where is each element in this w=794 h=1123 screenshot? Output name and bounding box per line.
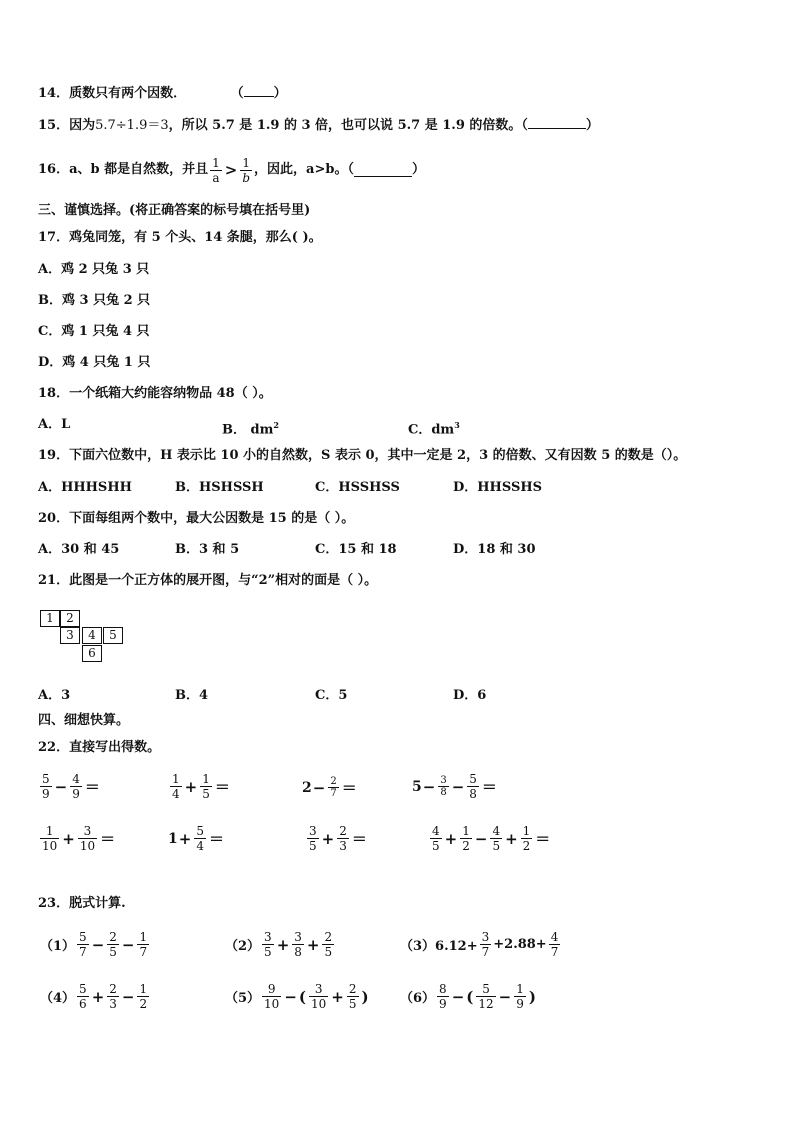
q14-answer-blank[interactable]	[244, 84, 274, 97]
frac-num: 1	[516, 982, 524, 996]
fraction	[77, 982, 89, 1011]
fraction	[437, 982, 449, 1011]
frac-den: 5	[109, 945, 117, 959]
frac-den: 8	[294, 945, 302, 959]
minus-sign: −	[422, 777, 436, 796]
frac-den: 5	[202, 787, 210, 801]
q23-expr-2	[225, 930, 336, 959]
q15-pre: 因为	[69, 118, 96, 133]
question-16	[38, 150, 425, 190]
minus-sign: −	[121, 987, 135, 1006]
frac-num: 9	[267, 982, 276, 996]
frac-den: 10	[42, 839, 58, 853]
q15-expression: 5.7÷1.9＝3	[95, 118, 169, 133]
integer: 2	[302, 779, 312, 796]
frac-num: 1	[212, 155, 220, 170]
fraction	[262, 930, 274, 959]
equals-sign: ＝	[535, 830, 551, 848]
fraction	[328, 776, 338, 799]
fraction	[430, 824, 442, 853]
q16-pre: a、b 都是自然数，并且	[69, 162, 209, 177]
q21-option-a[interactable]: A．3	[38, 688, 71, 703]
frac-num: 4	[550, 930, 559, 944]
frac-den: 2	[522, 839, 531, 853]
q23-label-5: （5）	[225, 991, 261, 1006]
frac-den: 9	[439, 997, 447, 1011]
q22-expr-1	[38, 772, 101, 801]
frac-num: 1	[462, 824, 470, 838]
minus-sign: −	[312, 778, 326, 797]
fraction	[107, 930, 119, 959]
question-19: 19．下面六位数中，H 表示比 10 小的自然数，S 表示 0，其中一定是 2，3 的倍数、又有因数 5 的数是（）。	[38, 448, 687, 463]
question-21: 21．此图是一个正方体的展开图，与“2”相对的面是（ ）。	[38, 573, 378, 588]
equals-sign: ＝	[351, 830, 367, 848]
fraction	[200, 772, 212, 801]
fraction	[521, 824, 533, 853]
fraction	[40, 772, 52, 801]
minus-sign: −	[451, 987, 465, 1006]
equals-sign: ＝	[84, 778, 100, 796]
q23-expr-4	[40, 982, 151, 1011]
frac-num: 3	[314, 982, 323, 996]
frac-num: 3	[481, 930, 490, 944]
plus-sign: +	[62, 829, 75, 848]
fraction	[137, 930, 149, 959]
frac-den: 7	[330, 788, 337, 799]
right-paren: )	[361, 987, 369, 1006]
fraction	[40, 824, 59, 853]
q17-option-c[interactable]: C．鸡 1 只兔 4 只	[38, 324, 150, 339]
frac-den: 7	[79, 945, 87, 959]
question-20: 20．下面每组两个数中，最大公因数是 15 的是（ ）。	[38, 511, 355, 526]
q17-option-b[interactable]: B．鸡 3 只兔 2 只	[38, 293, 151, 308]
equals-sign: ＝	[100, 830, 116, 848]
fraction	[262, 982, 281, 1011]
q22-expr-7	[305, 824, 368, 853]
question-17: 17．鸡兔同笼，有 5 个头、14 条腿，那么( )。	[38, 230, 322, 245]
fraction	[307, 824, 319, 853]
question-18: 18．一个纸箱大约能容纳物品 48（ ）。	[38, 386, 272, 401]
frac-den: 2	[462, 839, 470, 853]
frac-den: 12	[478, 997, 494, 1011]
frac-num: 2	[348, 982, 357, 996]
frac-num: 2	[330, 776, 337, 787]
q17-option-a[interactable]: A．鸡 2 只兔 3 只	[38, 262, 150, 277]
net-face-5: 5	[103, 627, 123, 644]
q15-number: 15．	[38, 118, 70, 133]
section-3-heading: 三、谨慎选择。(将正确答案的标号填在括号里)	[38, 203, 311, 218]
q18-option-b-label: B． dm	[222, 422, 274, 438]
frac-den: 5	[492, 839, 501, 853]
cube-net-diagram	[40, 610, 130, 670]
q21-option-b[interactable]: B．4	[175, 688, 209, 703]
q22-expr-3	[302, 776, 358, 799]
q16-paren-right: ）	[411, 162, 425, 177]
frac-den: 3	[339, 839, 347, 853]
frac-den: 7	[139, 945, 148, 959]
q16-post: ，因此，a>b。（	[254, 162, 354, 177]
frac-den: 6	[79, 997, 87, 1011]
frac-num: 1	[242, 155, 251, 170]
fraction	[194, 824, 206, 853]
frac-num: 5	[482, 982, 490, 996]
right-paren: )	[528, 987, 536, 1006]
fraction	[77, 930, 89, 959]
question-22: 22．直接写出得数。	[38, 740, 161, 755]
q23-expr-6	[400, 982, 537, 1011]
integer: 1	[168, 830, 178, 847]
plus-sign: +	[276, 935, 290, 954]
equals-sign: ＝	[341, 779, 357, 797]
question-23: 23．脱式计算.	[38, 896, 126, 911]
minus-sign: −	[54, 777, 68, 796]
q23-label-4: （4）	[40, 991, 76, 1006]
frac-num: 2	[339, 824, 347, 838]
frac-num: 4	[432, 824, 440, 838]
net-face-1: 1	[40, 610, 60, 627]
frac-den: 5	[309, 839, 317, 853]
q16-fraction-2	[240, 156, 252, 185]
plus-sign: +	[184, 777, 198, 796]
q22-expr-5	[38, 824, 116, 853]
fraction	[514, 982, 526, 1011]
frac-num: 3	[294, 930, 302, 944]
frac-num: 5	[79, 930, 87, 944]
frac-num: 1	[172, 772, 180, 786]
q14-text: 质数只有两个因数．	[69, 86, 187, 101]
frac-num: 3	[83, 824, 92, 838]
frac-num: 5	[469, 772, 477, 786]
q21-option-c[interactable]: C．5	[315, 688, 348, 703]
plus-sign: +	[178, 829, 192, 848]
frac-num: 5	[79, 982, 87, 996]
frac-den: 8	[469, 787, 477, 801]
minus-sign: −	[498, 987, 512, 1006]
net-face-4: 4	[82, 627, 102, 644]
fraction	[490, 824, 502, 853]
frac-den: 10	[79, 839, 96, 853]
q21-option-d[interactable]: D．6	[453, 688, 487, 703]
fraction	[78, 824, 97, 853]
plus-sign: +	[444, 829, 458, 848]
frac-num: 3	[309, 824, 317, 838]
net-face-3: 3	[60, 627, 80, 644]
q14-number: 14．	[38, 86, 70, 101]
q23-label-2: （2）	[225, 939, 261, 954]
fraction	[467, 772, 479, 801]
minus-sign: −	[121, 935, 135, 954]
equals-sign: ＝	[208, 830, 224, 848]
equals-sign: ＝	[481, 778, 497, 796]
fraction	[480, 930, 492, 959]
plus-sign: +	[331, 987, 344, 1006]
q18-option-a[interactable]: A．L	[38, 417, 71, 432]
q15-text: ，所以 5.7 是 1.9 的 3 倍，也可以说 5.7 是 1.9 的倍数。（	[168, 118, 528, 133]
frac-den: 5	[264, 945, 272, 959]
minus-sign: −	[91, 935, 105, 954]
q18-option-b-exponent: 2	[273, 420, 279, 430]
q16-fraction-1	[210, 156, 222, 185]
frac-num: 8	[439, 982, 447, 996]
q20-option-d[interactable]: D．18 和 30	[453, 542, 536, 557]
q18-option-c-label: C．dm	[408, 422, 455, 438]
fraction	[292, 930, 304, 959]
fraction	[70, 772, 82, 801]
fraction	[137, 982, 149, 1011]
q23-label-3: （3）6.12+	[400, 939, 478, 954]
frac-den: 5	[348, 997, 357, 1011]
frac-num: 1	[202, 772, 210, 786]
fraction	[309, 982, 328, 1011]
q17-option-d[interactable]: D．鸡 4 只兔 1 只	[38, 355, 151, 370]
q20-option-b[interactable]: B．3 和 5	[175, 542, 240, 557]
q16-number: 16．	[38, 162, 70, 177]
fraction	[322, 930, 334, 959]
fraction	[438, 775, 448, 798]
frac-den: 10	[264, 997, 280, 1011]
net-face-6: 6	[82, 645, 102, 662]
frac-den: 8	[440, 787, 447, 798]
frac-num: 5	[42, 772, 50, 786]
q20-option-c[interactable]: C．15 和 18	[315, 542, 397, 557]
frac-den: 9	[72, 787, 80, 801]
frac-num: 5	[196, 824, 204, 838]
q14-paren-left: （	[230, 86, 244, 101]
q18-option-b[interactable]	[222, 417, 279, 438]
frac-num: 2	[324, 930, 333, 944]
frac-den: 9	[42, 787, 50, 801]
q23-expr-3-middle: +2.88+	[493, 937, 547, 952]
frac-den: 7	[550, 945, 559, 959]
q15-paren-right: ）	[585, 118, 599, 133]
q19-option-c[interactable]: C．HSSHSS	[315, 480, 400, 495]
frac-num: 1	[45, 824, 54, 838]
integer: 5	[412, 778, 422, 795]
net-face-2: 2	[60, 610, 80, 627]
frac-num: 1	[522, 824, 531, 838]
plus-sign: +	[505, 829, 518, 848]
fraction	[549, 930, 561, 959]
frac-den: 3	[109, 997, 117, 1011]
frac-num: 3	[264, 930, 272, 944]
frac-den: a	[212, 170, 220, 185]
frac-num: 4	[492, 824, 501, 838]
q19-option-a[interactable]: A．HHHSHH	[38, 480, 132, 495]
q15-answer-blank[interactable]	[528, 116, 586, 129]
frac-den: 5	[324, 945, 333, 959]
q19-option-b[interactable]: B．HSHSSH	[175, 480, 264, 495]
frac-num: 3	[440, 775, 447, 786]
fraction	[476, 982, 495, 1011]
minus-sign: −	[474, 829, 488, 848]
equals-sign: ＝	[214, 778, 230, 796]
frac-den: 9	[516, 997, 524, 1011]
q23-expr-1	[40, 930, 151, 959]
frac-num: 1	[139, 930, 148, 944]
q22-expr-2	[168, 772, 231, 801]
q23-expr-5	[225, 982, 370, 1011]
frac-den: b	[242, 170, 251, 185]
frac-num: 2	[109, 982, 117, 996]
q23-expr-3	[400, 930, 562, 959]
frac-den: 7	[481, 945, 490, 959]
frac-den: 4	[196, 839, 204, 853]
fraction	[460, 824, 472, 853]
q22-expr-4	[412, 772, 498, 801]
q22-expr-8	[428, 824, 551, 853]
frac-num: 2	[109, 930, 117, 944]
frac-den: 2	[139, 997, 148, 1011]
frac-den: 10	[311, 997, 327, 1011]
fraction	[107, 982, 119, 1011]
minus-sign: −	[284, 987, 297, 1006]
fraction	[337, 824, 349, 853]
q22-expr-6	[168, 824, 225, 853]
fraction	[347, 982, 359, 1011]
q19-option-d[interactable]: D．HHSSHS	[453, 480, 543, 495]
left-paren: (	[298, 987, 307, 1006]
plus-sign: +	[321, 829, 335, 848]
left-paren: (	[466, 987, 474, 1006]
section-4-heading: 四、细想快算。	[38, 713, 130, 728]
greater-than-sign: >	[224, 161, 238, 179]
q18-option-c-exponent: 3	[454, 420, 460, 430]
q20-option-a[interactable]: A．30 和 45	[38, 542, 120, 557]
q18-option-c[interactable]	[408, 417, 460, 438]
frac-den: 5	[432, 839, 440, 853]
plus-sign: +	[91, 987, 105, 1006]
q14-paren-right: ）	[273, 86, 287, 101]
minus-sign: −	[451, 777, 465, 796]
question-14	[38, 84, 287, 102]
frac-num: 1	[139, 982, 148, 996]
q23-label-6: （6）	[400, 991, 436, 1006]
plus-sign: +	[306, 935, 320, 954]
q16-answer-blank[interactable]	[354, 164, 412, 177]
fraction	[170, 772, 182, 801]
frac-den: 4	[172, 787, 180, 801]
frac-num: 4	[72, 772, 80, 786]
q23-label-1: （1）	[40, 939, 76, 954]
question-15	[38, 116, 599, 134]
